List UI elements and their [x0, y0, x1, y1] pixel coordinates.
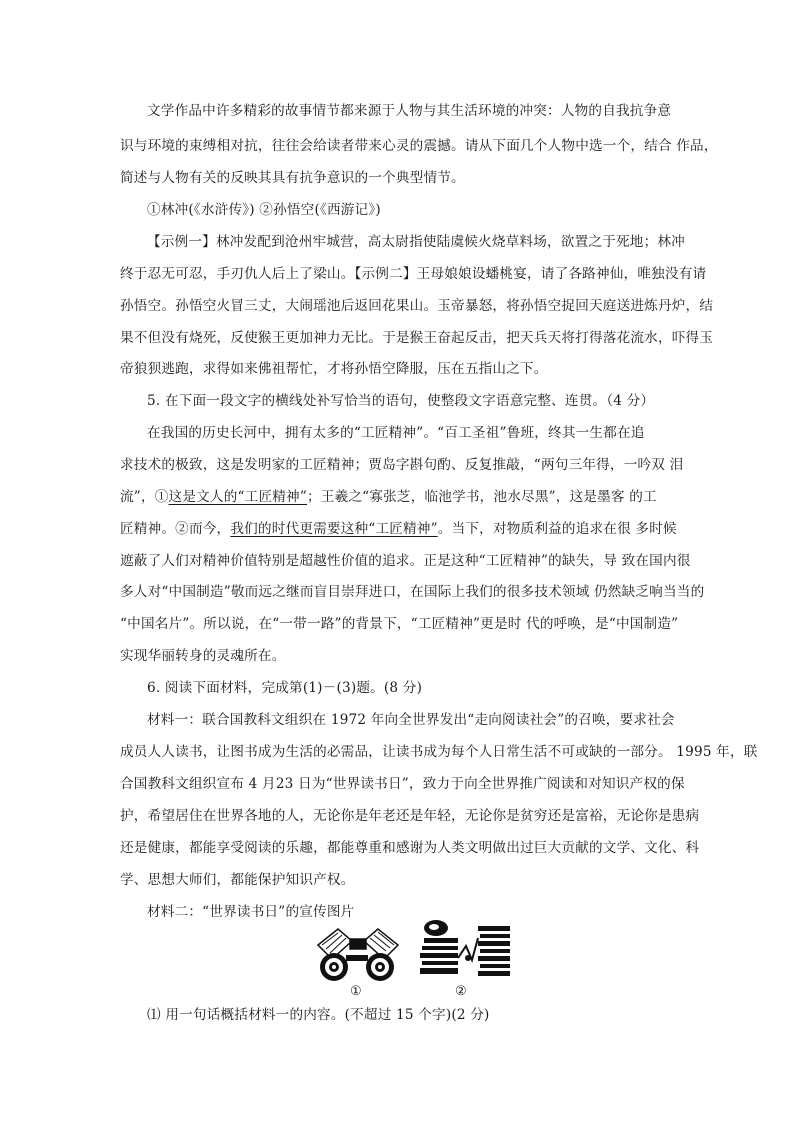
example-line-2: 终于忍无可忍，手刃仇人后上了梁山。【示例二】王母娘娘设蟠桃宴，请了各路神仙，唯独没有请	[120, 266, 707, 282]
q5-text-line-6: 多人对“中国制造”敬而远之继而盲目崇拜进口，在国际上我们的很多技术领域 仍然缺乏响当当的	[120, 584, 705, 600]
q5-text-line-2: 求技术的极致，这是发明家的工匠精神；贾岛字斟句酌、反复推敲，“两句三年得，一吟双 泪	[120, 457, 684, 473]
q5-text-line-5: 遮蔽了人们对精神价值特别是超越性价值的追求。正是这种“工匠精神”的缺失，导 致在国内很	[120, 553, 691, 569]
prompt-line-3: 简述与人物有关的反映其具有抗争意识的一个典型情节。	[120, 170, 465, 186]
answer-blank-2: 我们的时代更需要这种“工匠精神”	[230, 521, 438, 537]
q5-text-line-3	[120, 485, 657, 505]
character-options: ①林冲(《水浒传》) ②孙悟空(《西游记》)	[147, 202, 381, 218]
q5-text-line-4	[120, 517, 677, 537]
q5-text-line-1: 在我国的历史长河中，拥有太多的“工匠精神”。“百工圣祖”鲁班，终其一生都在追	[147, 425, 645, 441]
q5-line3-start: 流”，①	[120, 489, 169, 505]
example-line-4: 果不但没有烧死，反使猴王更加神力无比。于是猴王奋起反击，把天兵天将打得落花流水，吓得玉	[120, 330, 714, 346]
material-1-line-5: 还是健康，都能享受阅读的乐趣，都能尊重和感谢为人类文明做出过巨大贡献的文学、文化、科	[120, 840, 700, 856]
example-line-5: 帝狼狈逃跑，求得如来佛祖帮忙，才将孙悟空降服，压在五指山之下。	[120, 361, 548, 377]
figure-label-2: ②	[455, 984, 467, 999]
question-6-title: 6. 阅读下面材料，完成第(1)－(3)题。(8 分)	[147, 680, 423, 696]
material-1-line-3: 合国教科文组织宣布 4 月23 日为“世界读书日”，致力于向全世界推广阅读和对知识产权的保	[120, 776, 685, 792]
q5-line4-start: 匠精神。②而今，	[120, 521, 231, 537]
example-line-3: 孙悟空。孙悟空火冒三丈，大闹瑶池后返回花果山。玉帝暴怒，将孙悟空捉回天庭送进炼丹炉，结	[120, 298, 714, 314]
question-6-1: ⑴ 用一句话概括材料一的内容。(不超过 15 个字)(2 分)	[147, 1007, 490, 1023]
prompt-line-2: 识与环境的束缚相对抗，往往会给读者带来心灵的震撼。请从下面几个人物中选一个，结合 作品，	[120, 138, 718, 154]
answer-blank-1: 这是文人的“工匠精神”	[168, 489, 307, 505]
q5-line4-end: 。当下，对物质利益的追求在很 多时候	[437, 521, 677, 537]
q5-line3-end: ；王羲之“寡张芝，临池学书，池水尽黑”，这是墨客 的工	[306, 489, 657, 505]
stacked-books-illustration	[418, 918, 514, 978]
material-1-line-2: 成员人人读书，让图书成为生活的必需品，让读书成为每个人日常生活不可或缺的一部分。 1995 年，联	[120, 744, 758, 760]
q5-text-line-7: “中国名片”。所以说，在“一带一路”的背景下，“工匠精神”更是时 代的呼唤，是“中国制造”	[120, 616, 679, 632]
figure-label-1: ①	[350, 984, 362, 999]
prompt-line-1: 文学作品中许多精彩的故事情节都来源于人物与其生活环境的冲突：人物的自我抗争意	[147, 103, 672, 119]
material-1-line-4: 护，希望居住在世界各地的人，无论你是年老还是年轻，无论你是贫穷还是富裕，无论你是患病	[120, 808, 700, 824]
question-5-title: 5. 在下面一段文字的横线处补写恰当的语句，使整段文字语意完整、连贯。（4 分）	[147, 393, 655, 409]
example-line-1: 【示例一】林冲发配到沧州牢城营，高太尉指使陆虞候火烧草料场，欲置之于死地；林冲	[147, 234, 685, 250]
material-2-title: 材料二：“世界读书日”的宣传图片	[147, 904, 355, 920]
material-1-line-1: 材料一：联合国教科文组织在 1972 年向全世界发出“走向阅读社会”的召唤，要求社会	[147, 712, 675, 728]
q5-text-line-8: 实现华丽转身的灵魂所在。	[120, 648, 286, 664]
material-1-line-6: 学、思想大师们，都能保护知识产权。	[120, 872, 355, 888]
scroll-binoculars-illustration	[312, 925, 404, 983]
